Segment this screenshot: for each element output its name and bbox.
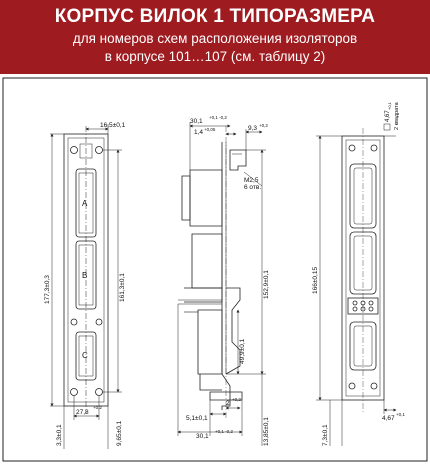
dim-depth-top-tol: +0,1 -0,2 [209,115,227,120]
dim-middle-height: 152,9±0,1 [263,270,270,299]
mount-hole [96,147,103,154]
title-banner [0,0,430,74]
insert-label-a: A [82,199,88,208]
dim-bottom-offset: 5,1±0,1 [186,415,208,422]
dim-square-offset: 4,67 [382,415,395,422]
insert-label-c: C [82,351,88,360]
dim-bottom-step: 2 [226,400,230,407]
dim-square-size: 4,67 [385,110,391,122]
dim-bottom-depth: 30,1 [196,433,209,440]
dim-bottom-width: 27,8 [76,409,89,416]
top-latch [230,150,246,170]
dim-height-outer: 177,3±0,3 [44,275,51,304]
mount-hole [71,147,78,154]
dim-total-height: 166±0,15 [312,266,319,294]
square-symbol [384,124,390,130]
dim-rear-height: 13,85±0,1 [263,417,270,446]
dim-depth-top: 30,1 [190,118,203,125]
dim-base-offset: 7,3±0,1 [322,424,329,446]
technical-drawing [0,74,430,464]
mount-hole [96,389,103,396]
insert-body-a [190,170,222,226]
dim-pin-length-tol: +0,2 [259,123,268,128]
left-view [64,126,108,414]
square-note: 2 квадрата [394,102,400,130]
dim-square-offset-tol: +0,1 [396,412,405,417]
page-title: КОРПУС ВИЛОК 1 ТИПОРАЗМЕРА [54,6,376,27]
dim-pin-length: 9,3 [248,125,258,132]
dim-bottom-depth-tol: +0,1 -0,2 [215,429,233,434]
insert-body-b [192,234,222,288]
middle-view [178,126,246,420]
thread-count: 6 отв. [244,184,262,191]
subtitle-line-2: в корпусе 101…107 (см. таблицу 2) [104,49,326,64]
dim-height-inner: 161,3±0,1 [119,273,126,302]
dim-width-top: 16,5±0,1 [100,122,126,129]
right-view [342,128,384,414]
dim-lower-height: 49,9±0,1 [239,338,246,364]
insert-body-c [198,310,222,374]
drawing-frame [3,78,427,461]
dim-bottom-tol: +0,2 [93,405,102,410]
insert-label-b: B [82,271,88,280]
thread-callout: M2,5 [244,177,259,184]
mount-hole [371,383,377,389]
drawing-canvas [0,74,430,464]
subtitle-line-1: для номеров схем расположения изоляторов [72,31,358,46]
dim-bottom-step-tol: +0,2 [232,397,241,402]
mount-hole [371,145,377,151]
dim-step-small-tol: +0,05 [204,127,216,132]
dim-right-small: 9,65±0,1 [116,420,123,446]
dim-step-small: 1,4 [194,129,204,136]
mount-hole [349,383,355,389]
dim-square-tol: +0,1 [387,102,392,110]
dim-left-small: 3,3±0,1 [56,424,63,446]
mount-hole [349,145,355,151]
mount-hole [71,389,78,396]
